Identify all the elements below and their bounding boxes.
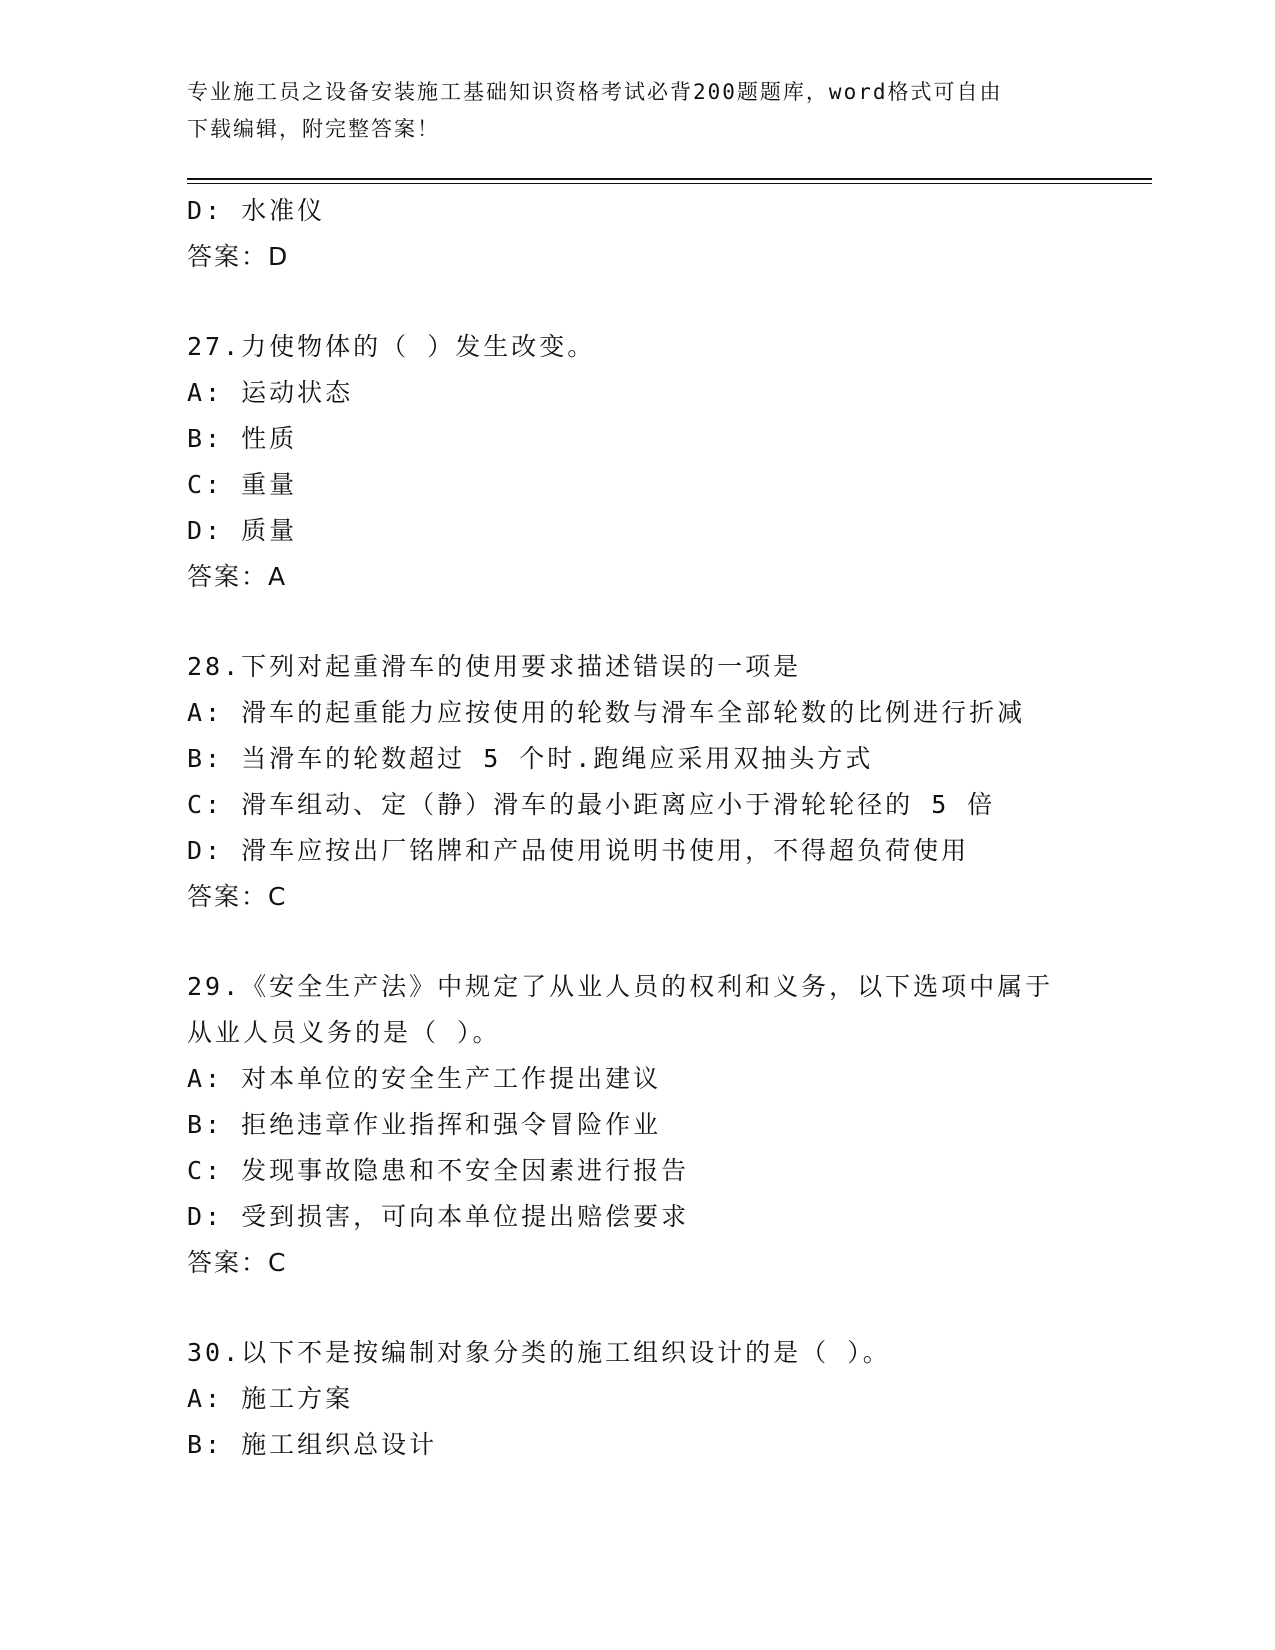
question-stem: 29.《安全生产法》中规定了从业人员的权利和义务，以下选项中属于	[187, 972, 1054, 1001]
option-a: A: 施工方案	[187, 1384, 354, 1413]
option-c: C: 重量	[187, 470, 298, 499]
question-stem: 28.下列对起重滑车的使用要求描述错误的一项是	[187, 652, 802, 681]
header-line-2: 下载编辑，附完整答案！	[187, 117, 440, 141]
option-a: A: 对本单位的安全生产工作提出建议	[187, 1064, 662, 1093]
option-d: D: 滑车应按出厂铭牌和产品使用说明书使用，不得超负荷使用	[187, 836, 970, 865]
header-divider	[187, 178, 1152, 180]
question-28	[187, 644, 1147, 920]
header-divider-thin	[187, 183, 1152, 184]
question-list	[187, 188, 1147, 1468]
question-27	[187, 324, 1147, 600]
answer-line: 答案：C	[187, 882, 288, 911]
option-b: B: 性质	[187, 424, 298, 453]
answer-line: 答案：D	[187, 242, 290, 271]
question-stem: 30.以下不是按编制对象分类的施工组织设计的是（ ）。	[187, 1338, 891, 1367]
option-a: A: 运动状态	[187, 378, 354, 407]
question-stem-continued: 从业人员义务的是（ ）。	[187, 1018, 501, 1047]
option-c: C: 滑车组动、定（静）滑车的最小距离应小于滑轮轮径的 5 倍	[187, 790, 996, 819]
option-a: A: 滑车的起重能力应按使用的轮数与滑车全部轮数的比例进行折减	[187, 698, 1026, 727]
option-c: C: 发现事故隐患和不安全因素进行报告	[187, 1156, 690, 1185]
option-d: D: 受到损害，可向本单位提出赔偿要求	[187, 1202, 690, 1231]
option-b: B: 施工组织总设计	[187, 1430, 438, 1459]
answer-line: 答案：A	[187, 562, 288, 591]
question-stem: 27.力使物体的（ ）发生改变。	[187, 332, 596, 361]
answer-line: 答案：C	[187, 1248, 288, 1277]
document-header	[187, 74, 1087, 148]
question-29	[187, 964, 1147, 1286]
option-d: D: 质量	[187, 516, 298, 545]
option-b: B: 当滑车的轮数超过 5 个时.跑绳应采用双抽头方式	[187, 744, 874, 773]
question-30	[187, 1330, 1147, 1468]
question-fragment	[187, 188, 1147, 280]
option-b: B: 拒绝违章作业指挥和强令冒险作业	[187, 1110, 662, 1139]
header-line-1: 专业施工员之设备安装施工基础知识资格考试必背200题题库，word格式可自由	[187, 80, 1003, 104]
option-d: D: 水准仪	[187, 196, 326, 225]
